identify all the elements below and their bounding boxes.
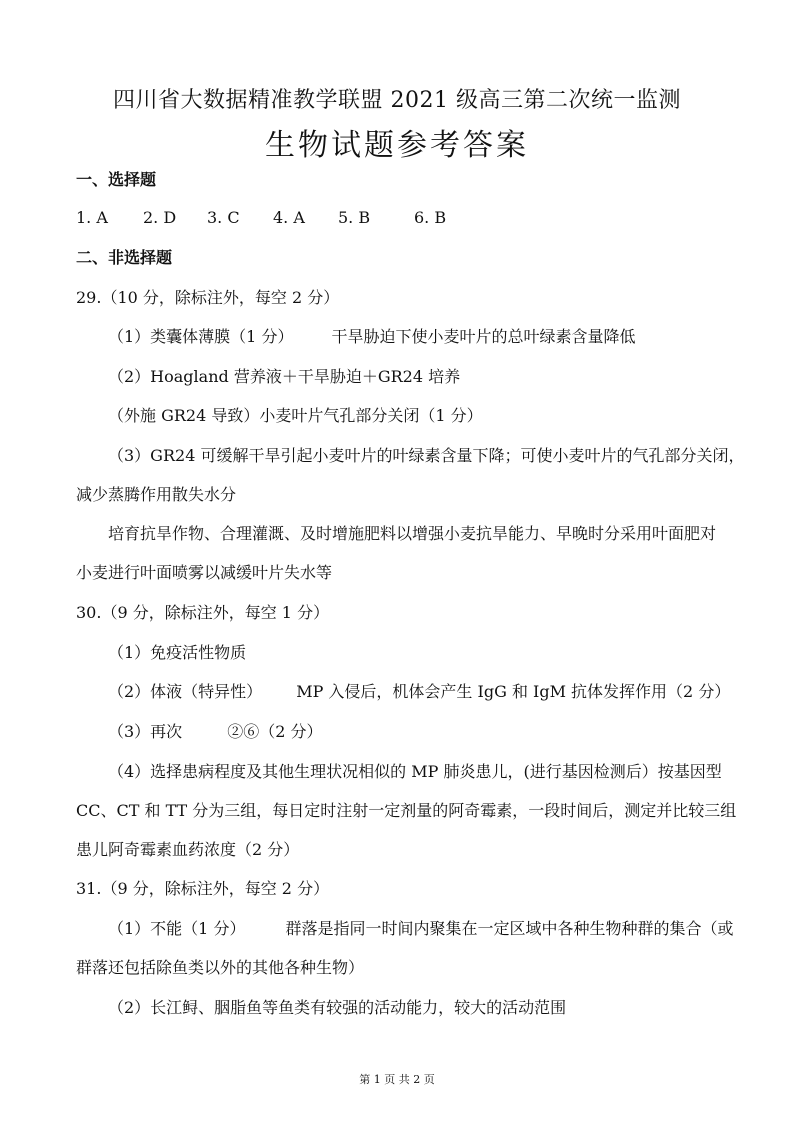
q30-part2-answer-b: MP 入侵后，机体会产生 IgG 和 IgM 抗体发挥作用（2 分） <box>296 682 731 701</box>
q31-part1-answer-a: （1）不能（1 分） <box>108 919 246 938</box>
q31-header: 31.（9 分，除标注外，每空 2 分） <box>76 879 330 898</box>
q30-part2-answer-a: （2）体液（特异性） <box>108 682 263 701</box>
q30-part4-line3: 患儿阿奇霉素血药浓度（2 分） <box>76 840 300 859</box>
q30-part2 <box>108 682 730 702</box>
q29-part3-line2: 减少蒸腾作用散失水分 <box>76 485 237 504</box>
answer-key-title: 生物试题参考答案 <box>265 128 529 163</box>
q29-part4-line2: 小麦进行叶面喷雾以减缓叶片失水等 <box>76 563 333 582</box>
q30-part3-answer-b: ②⑥（2 分） <box>227 722 323 741</box>
q29-part1 <box>108 327 635 347</box>
q30-part3-answer-a: （3）再次 <box>108 722 183 741</box>
q30-part4-line1: （4）选择患病程度及其他生理状况相似的 MP 肺炎患儿，(进行基因检测后）按基因型 <box>108 762 722 781</box>
q29-part2b: （外施 GR24 导致）小麦叶片气孔部分关闭（1 分） <box>108 406 483 425</box>
q30-part3 <box>108 722 322 742</box>
page-number: 第 1 页 共 2 页 <box>359 1073 435 1086</box>
answer-1: 1. A <box>76 208 108 227</box>
q29-part2a: （2）Hoagland 营养液＋干旱胁迫＋GR24 培养 <box>108 367 461 386</box>
q31-part1-line2: 群落还包括除鱼类以外的其他各种生物） <box>76 958 365 977</box>
q29-part3-line1: （3）GR24 可缓解干旱引起小麦叶片的叶绿素含量下降；可使小麦叶片的气孔部分关闭， <box>108 446 745 465</box>
q31-part1-answer-b: 群落是指同一时间内聚集在一定区域中各种生物种群的集合（或 <box>285 919 734 938</box>
q29-part1-answer-b: 干旱胁迫下使小麦叶片的总叶绿素含量降低 <box>331 327 636 346</box>
q30-part1: （1）免疫活性物质 <box>108 643 247 662</box>
answer-2: 2. D <box>143 208 177 227</box>
q31-part1 <box>108 919 733 939</box>
q29-part1-answer-a: （1）类囊体薄膜（1 分） <box>108 327 294 346</box>
q30-header: 30.（9 分，除标注外，每空 1 分） <box>76 603 330 622</box>
answer-3: 3. C <box>207 208 240 227</box>
exam-title: 四川省大数据精准教学联盟 2021 级高三第二次统一监测 <box>113 88 681 113</box>
answer-5: 5. B <box>338 208 371 227</box>
answer-4: 4. A <box>273 208 305 227</box>
q31-part2: （2）长江鲟、胭脂鱼等鱼类有较强的活动能力，较大的活动范围 <box>108 998 567 1017</box>
answer-6: 6. B <box>414 208 447 227</box>
choice-answers <box>76 208 446 228</box>
q29-part4-line1: 培育抗旱作物、合理灌溉、及时增施肥料以增强小麦抗旱能力、早晚时分采用叶面肥对 <box>108 524 717 543</box>
q30-part4-line2: CC、CT 和 TT 分为三组，每日定时注射一定剂量的阿奇霉素，一段时间后，测定并比较三组 <box>76 801 737 820</box>
q29-header: 29.（10 分，除标注外，每空 2 分） <box>76 288 340 307</box>
section-nonchoice-heading: 二、非选择题 <box>76 248 173 267</box>
section-choice-heading: 一、选择题 <box>76 170 157 189</box>
